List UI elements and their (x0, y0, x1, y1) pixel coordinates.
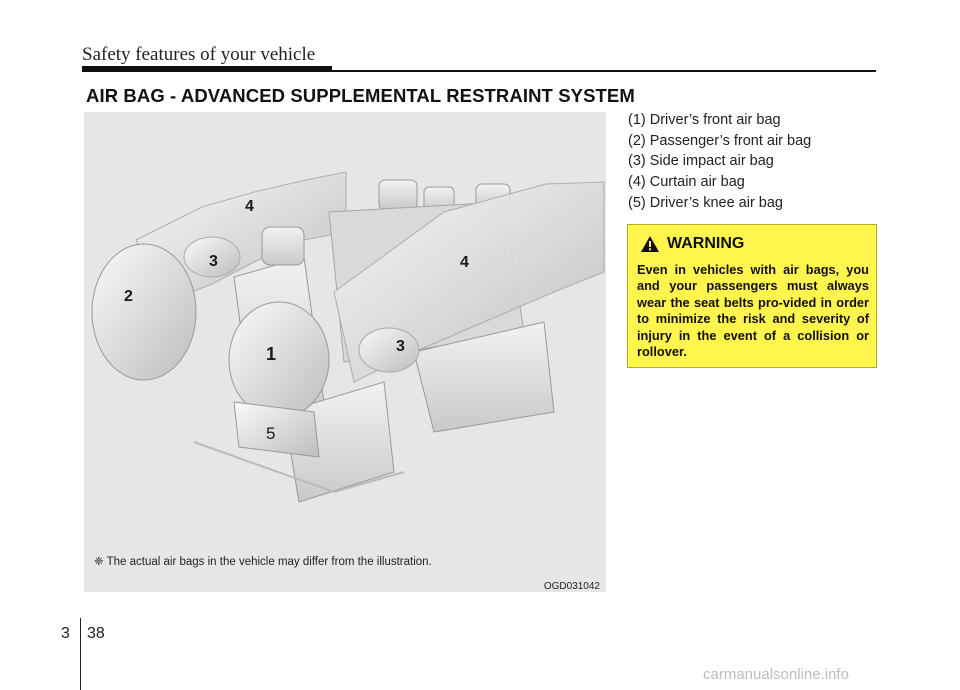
callout-1: 1 (266, 344, 277, 364)
figure-note: ❈ The actual air bags in the vehicle may differ from the illustration. (94, 556, 432, 568)
callout-4-left: 4 (245, 198, 254, 215)
callout-4-right: 4 (460, 254, 469, 271)
chapter-number: 3 (61, 625, 70, 642)
watermark: carmanualsonline.info (703, 666, 849, 683)
callout-3-front: 3 (209, 253, 218, 270)
callout-2: 2 (124, 288, 133, 305)
callout-5: 5 (266, 424, 276, 443)
callout-3-rear: 3 (396, 338, 405, 355)
legend-item: (3) Side impact air bag (628, 153, 774, 170)
warning-text: Even in vehicles with air bags, you and your passengers must always wear the seat belts pro-vided in order to minimize the risk and severity of injury in the event of a collision or rollover. (637, 262, 869, 360)
airbag-illustration (84, 112, 606, 592)
running-header: Safety features of your vehicle (82, 44, 316, 65)
page-number: 38 (87, 625, 105, 642)
warning-triangle-icon (640, 235, 660, 253)
legend-item: (5) Driver’s knee air bag (628, 194, 783, 211)
header-rule-thick (82, 66, 332, 72)
legend-item: (4) Curtain air bag (628, 174, 745, 191)
legend-item: (2) Passenger’s front air bag (628, 132, 812, 149)
airbag-legend (628, 110, 811, 214)
legend-item: (1) Driver’s front air bag (628, 112, 781, 128)
warning-header (640, 235, 744, 253)
page-number-rule (80, 618, 81, 690)
warning-title: WARNING (667, 235, 745, 252)
warning-box (627, 224, 877, 368)
airbag-drawing (84, 112, 606, 592)
header-rule-thin (332, 70, 876, 72)
section-title: AIR BAG - ADVANCED SUPPLEMENTAL RESTRAINT SYSTEM (86, 85, 635, 106)
figure-code: OGD031042 (543, 581, 600, 592)
